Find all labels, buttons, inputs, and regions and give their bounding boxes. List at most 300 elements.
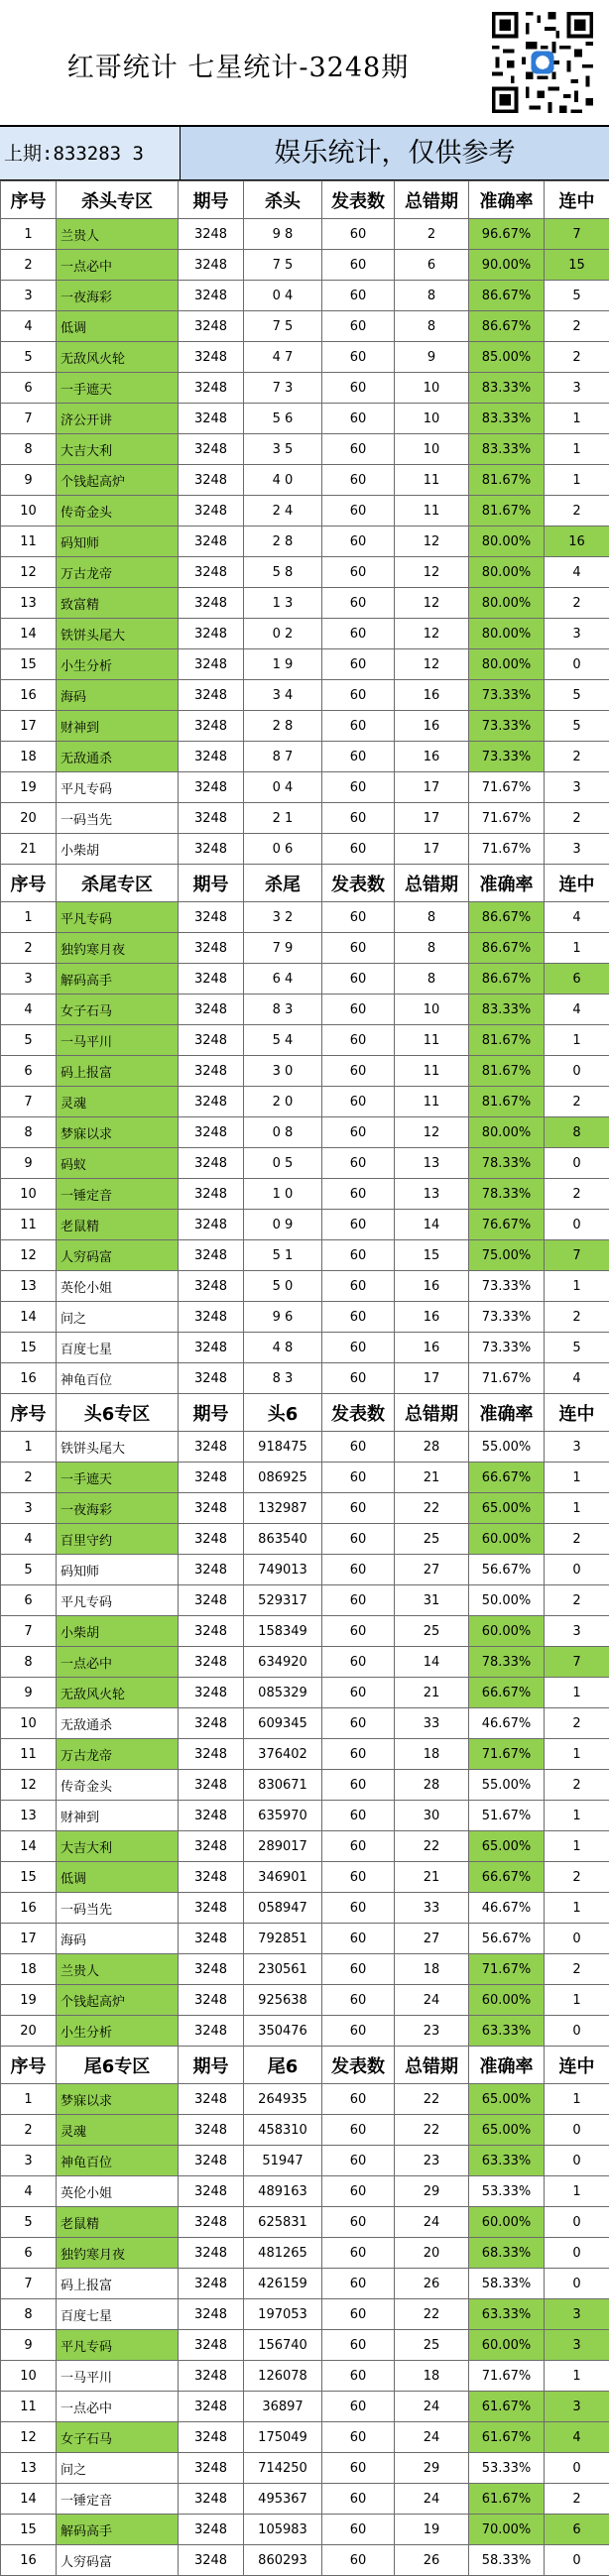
row-index: 1 [1,1432,57,1463]
row-index: 6 [1,1585,57,1616]
header-section: 杀尾专区 [57,865,179,902]
issue-number: 3248 [179,1025,244,1056]
table-row [1,373,609,404]
streak: 0 [545,2453,609,2484]
issue-number: 3248 [179,1924,244,1954]
row-index: 5 [1,1025,57,1056]
miss-count: 8 [395,933,469,964]
miss-count: 33 [395,1708,469,1739]
pick-numbers: 9 8 [244,219,322,250]
pick-numbers: 7 3 [244,373,322,404]
table-row [1,1985,609,2016]
streak: 0 [545,2207,609,2238]
issue-number: 3248 [179,311,244,342]
accuracy: 83.33% [469,373,545,404]
post-count: 60 [322,2484,395,2515]
miss-count: 31 [395,1585,469,1616]
miss-count: 18 [395,1954,469,1985]
accuracy: 61.67% [469,2422,545,2453]
accuracy: 63.33% [469,2146,545,2176]
accuracy: 86.67% [469,964,545,995]
issue-number: 3248 [179,2269,244,2299]
table-row [1,1333,609,1363]
predictor-name: 铁饼头尾大 [57,1432,179,1463]
accuracy: 76.67% [469,1210,545,1240]
post-count: 60 [322,1893,395,1924]
streak: 7 [545,219,609,250]
miss-count: 13 [395,1179,469,1210]
table-row [1,1678,609,1708]
table-row [1,1524,609,1555]
issue-number: 3248 [179,2084,244,2115]
row-index: 12 [1,1770,57,1801]
miss-count: 11 [395,1025,469,1056]
streak: 1 [545,465,609,496]
pick-numbers: 1 9 [244,649,322,680]
table-row [1,281,609,311]
pick-numbers: 714250 [244,2453,322,2484]
streak: 2 [545,342,609,373]
row-index: 4 [1,995,57,1025]
accuracy: 78.33% [469,1148,545,1179]
table-row [1,933,609,964]
row-index: 11 [1,1739,57,1770]
row-index: 21 [1,834,57,865]
miss-count: 22 [395,2084,469,2115]
post-count: 60 [322,2545,395,2576]
predictor-name: 大吉大利 [57,1831,179,1862]
predictor-name: 梦寐以求 [57,2084,179,2115]
header-accuracy: 准确率 [469,865,545,902]
header-accuracy: 准确率 [469,181,545,219]
row-index: 8 [1,1117,57,1148]
post-count: 60 [322,1801,395,1831]
miss-count: 23 [395,2016,469,2047]
table-row [1,1616,609,1647]
pick-numbers: 860293 [244,2545,322,2576]
streak: 5 [545,711,609,742]
row-index: 1 [1,2084,57,2115]
section-header-row [1,181,609,219]
accuracy: 71.67% [469,2361,545,2392]
miss-count: 16 [395,742,469,772]
accuracy: 83.33% [469,434,545,465]
header-misses: 总错期 [395,865,469,902]
predictor-name: 码蚁 [57,1148,179,1179]
issue-number: 3248 [179,1801,244,1831]
miss-count: 30 [395,1801,469,1831]
issue-number: 3248 [179,2115,244,2146]
pick-numbers: 7 5 [244,311,322,342]
table-row [1,902,609,933]
pick-numbers: 749013 [244,1555,322,1585]
pick-numbers: 5 1 [244,1240,322,1271]
streak: 1 [545,1739,609,1770]
streak: 2 [545,1524,609,1555]
table-row [1,2084,609,2115]
streak: 4 [545,995,609,1025]
row-index: 1 [1,902,57,933]
post-count: 60 [322,995,395,1025]
accuracy: 83.33% [469,404,545,434]
issue-number: 3248 [179,649,244,680]
row-index: 15 [1,1333,57,1363]
table-row [1,1463,609,1493]
miss-count: 12 [395,1117,469,1148]
accuracy: 81.67% [469,1087,545,1117]
pick-numbers: 609345 [244,1708,322,1739]
post-count: 60 [322,2330,395,2361]
streak: 3 [545,1616,609,1647]
predictor-name: 问之 [57,2453,179,2484]
predictor-name: 无敌风火轮 [57,1678,179,1708]
accuracy: 71.67% [469,772,545,803]
header-streak: 连中 [545,865,609,902]
table-row [1,2545,609,2576]
predictor-name: 平凡专码 [57,772,179,803]
table-row [1,2361,609,2392]
pick-numbers: 086925 [244,1463,322,1493]
post-count: 60 [322,404,395,434]
row-index: 11 [1,527,57,557]
predictor-name: 百里守约 [57,1524,179,1555]
post-count: 60 [322,1954,395,1985]
miss-count: 18 [395,2361,469,2392]
accuracy: 71.67% [469,834,545,865]
streak: 2 [545,1862,609,1893]
issue-number: 3248 [179,1302,244,1333]
post-count: 60 [322,1210,395,1240]
section-header-row [1,2047,609,2084]
accuracy: 73.33% [469,711,545,742]
streak: 0 [545,2545,609,2576]
row-index: 2 [1,933,57,964]
miss-count: 16 [395,1271,469,1302]
miss-count: 25 [395,1616,469,1647]
issue-number: 3248 [179,1240,244,1271]
miss-count: 27 [395,1555,469,1585]
row-index: 9 [1,1678,57,1708]
pick-numbers: 634920 [244,1647,322,1678]
miss-count: 16 [395,680,469,711]
row-index: 14 [1,2484,57,2515]
row-index: 7 [1,1087,57,1117]
pick-numbers: 863540 [244,1524,322,1555]
table-row [1,1647,609,1678]
predictor-name: 一码当先 [57,803,179,834]
streak: 1 [545,434,609,465]
issue-number: 3248 [179,1117,244,1148]
predictor-name: 问之 [57,1302,179,1333]
predictor-name: 码知师 [57,527,179,557]
page-header [0,0,609,127]
post-count: 60 [322,1924,395,1954]
post-count: 60 [322,1179,395,1210]
table-row [1,680,609,711]
predictor-name: 小柴胡 [57,834,179,865]
row-index: 20 [1,2016,57,2047]
issue-number: 3248 [179,1708,244,1739]
streak: 0 [545,2016,609,2047]
miss-count: 25 [395,1524,469,1555]
streak: 2 [545,1585,609,1616]
predictor-name: 一锤定音 [57,1179,179,1210]
accuracy: 71.67% [469,1954,545,1985]
accuracy: 55.00% [469,1770,545,1801]
post-count: 60 [322,1831,395,1862]
accuracy: 56.67% [469,1555,545,1585]
issue-number: 3248 [179,1954,244,1985]
row-index: 9 [1,1148,57,1179]
post-count: 60 [322,311,395,342]
predictor-name: 英伦小姐 [57,2176,179,2207]
predictor-name: 一夜海彩 [57,281,179,311]
row-index: 3 [1,2146,57,2176]
previous-draw-label: 上期:833283 3 [0,127,181,179]
accuracy: 61.67% [469,2484,545,2515]
table-row [1,1302,609,1333]
table-row [1,964,609,995]
row-index: 6 [1,373,57,404]
pick-numbers: 2 8 [244,711,322,742]
pick-numbers: 458310 [244,2115,322,2146]
miss-count: 22 [395,1493,469,1524]
miss-count: 25 [395,2330,469,2361]
issue-number: 3248 [179,902,244,933]
miss-count: 20 [395,2238,469,2269]
table-row [1,834,609,865]
accuracy: 51.67% [469,1801,545,1831]
miss-count: 29 [395,2453,469,2484]
predictor-name: 低调 [57,311,179,342]
predictor-name: 兰贵人 [57,1954,179,1985]
post-count: 60 [322,1333,395,1363]
row-index: 2 [1,2115,57,2146]
accuracy: 71.67% [469,1739,545,1770]
streak: 7 [545,1647,609,1678]
miss-count: 14 [395,1647,469,1678]
miss-count: 29 [395,2176,469,2207]
post-count: 60 [322,2115,395,2146]
predictor-name: 一点必中 [57,250,179,281]
post-count: 60 [322,2453,395,2484]
streak: 2 [545,1087,609,1117]
table-row [1,588,609,619]
accuracy: 80.00% [469,619,545,649]
predictor-name: 一夜海彩 [57,1493,179,1524]
miss-count: 22 [395,2115,469,2146]
streak: 2 [545,1770,609,1801]
issue-number: 3248 [179,2484,244,2515]
streak: 0 [545,1210,609,1240]
issue-number: 3248 [179,588,244,619]
header-streak: 连中 [545,181,609,219]
accuracy: 66.67% [469,1678,545,1708]
issue-number: 3248 [179,1893,244,1924]
pick-numbers: 36897 [244,2392,322,2422]
post-count: 60 [322,527,395,557]
streak: 6 [545,2515,609,2545]
accuracy: 80.00% [469,557,545,588]
post-count: 60 [322,250,395,281]
table-row [1,1893,609,1924]
row-index: 14 [1,619,57,649]
streak: 4 [545,902,609,933]
row-index: 15 [1,1862,57,1893]
predictor-name: 无敌风火轮 [57,342,179,373]
row-index: 14 [1,1831,57,1862]
post-count: 60 [322,588,395,619]
row-index: 6 [1,1056,57,1087]
pick-numbers: 4 8 [244,1333,322,1363]
pick-numbers: 5 6 [244,404,322,434]
issue-number: 3248 [179,2146,244,2176]
accuracy: 46.67% [469,1708,545,1739]
table-row [1,404,609,434]
pick-numbers: 2 8 [244,527,322,557]
pick-numbers: 635970 [244,1801,322,1831]
issue-number: 3248 [179,1271,244,1302]
miss-count: 24 [395,2484,469,2515]
miss-count: 14 [395,1210,469,1240]
streak: 0 [545,2115,609,2146]
post-count: 60 [322,772,395,803]
streak: 1 [545,1831,609,1862]
row-index: 1 [1,219,57,250]
predictor-name: 人穷码富 [57,2545,179,2576]
table-row [1,342,609,373]
predictor-name: 百度七星 [57,2299,179,2330]
issue-number: 3248 [179,404,244,434]
table-row [1,2484,609,2515]
row-index: 9 [1,2330,57,2361]
accuracy: 60.00% [469,1524,545,1555]
post-count: 60 [322,2361,395,2392]
streak: 2 [545,803,609,834]
row-index: 13 [1,1801,57,1831]
post-count: 60 [322,1647,395,1678]
pick-numbers: 481265 [244,2238,322,2269]
pick-numbers: 0 4 [244,281,322,311]
accuracy: 53.33% [469,2453,545,2484]
row-index: 7 [1,1616,57,1647]
post-count: 60 [322,1739,395,1770]
table-row [1,250,609,281]
pick-numbers: 2 0 [244,1087,322,1117]
issue-number: 3248 [179,2422,244,2453]
streak: 0 [545,1555,609,1585]
post-count: 60 [322,2515,395,2545]
miss-count: 10 [395,373,469,404]
miss-count: 16 [395,1302,469,1333]
accuracy: 86.67% [469,281,545,311]
post-count: 60 [322,2238,395,2269]
miss-count: 2 [395,219,469,250]
row-index: 11 [1,2392,57,2422]
table-row [1,1056,609,1087]
row-index: 13 [1,588,57,619]
table-row [1,527,609,557]
miss-count: 11 [395,465,469,496]
accuracy: 60.00% [469,2207,545,2238]
post-count: 60 [322,649,395,680]
issue-number: 3248 [179,1647,244,1678]
predictor-name: 低调 [57,1862,179,1893]
miss-count: 12 [395,527,469,557]
header-streak: 连中 [545,1394,609,1432]
miss-count: 17 [395,772,469,803]
issue-number: 3248 [179,1985,244,2016]
predictor-name: 一锤定音 [57,2484,179,2515]
post-count: 60 [322,1056,395,1087]
post-count: 60 [322,2016,395,2047]
streak: 2 [545,1302,609,1333]
header-section: 头6专区 [57,1394,179,1432]
table-row [1,772,609,803]
row-index: 4 [1,311,57,342]
row-index: 7 [1,2269,57,2299]
pick-numbers: 175049 [244,2422,322,2453]
table-row [1,1924,609,1954]
accuracy: 65.00% [469,1493,545,1524]
header-misses: 总错期 [395,1394,469,1432]
predictor-name: 万古龙帝 [57,557,179,588]
miss-count: 28 [395,1770,469,1801]
streak: 1 [545,933,609,964]
predictor-name: 梦寐以求 [57,1117,179,1148]
miss-count: 12 [395,588,469,619]
row-index: 2 [1,250,57,281]
pick-numbers: 792851 [244,1924,322,1954]
issue-number: 3248 [179,933,244,964]
post-count: 60 [322,1271,395,1302]
table-row [1,1555,609,1585]
pick-numbers: 105983 [244,2515,322,2545]
pick-numbers: 0 5 [244,1148,322,1179]
accuracy: 65.00% [469,1831,545,1862]
miss-count: 22 [395,1831,469,1862]
table-row [1,1585,609,1616]
row-index: 7 [1,404,57,434]
accuracy: 71.67% [469,803,545,834]
info-bar [0,127,609,180]
miss-count: 12 [395,557,469,588]
streak: 4 [545,1363,609,1394]
table-row [1,2299,609,2330]
streak: 2 [545,2484,609,2515]
pick-numbers: 7 9 [244,933,322,964]
issue-number: 3248 [179,1616,244,1647]
issue-number: 3248 [179,1555,244,1585]
issue-number: 3248 [179,2330,244,2361]
post-count: 60 [322,434,395,465]
accuracy: 55.00% [469,1432,545,1463]
post-count: 60 [322,1678,395,1708]
table-row [1,311,609,342]
row-index: 4 [1,2176,57,2207]
predictor-name: 无敌通杀 [57,742,179,772]
accuracy: 65.00% [469,2115,545,2146]
accuracy: 73.33% [469,680,545,711]
predictor-name: 百度七星 [57,1333,179,1363]
accuracy: 50.00% [469,1585,545,1616]
miss-count: 17 [395,834,469,865]
miss-count: 19 [395,2515,469,2545]
row-index: 3 [1,964,57,995]
pick-numbers: 376402 [244,1739,322,1770]
post-count: 60 [322,1616,395,1647]
row-index: 18 [1,1954,57,1985]
